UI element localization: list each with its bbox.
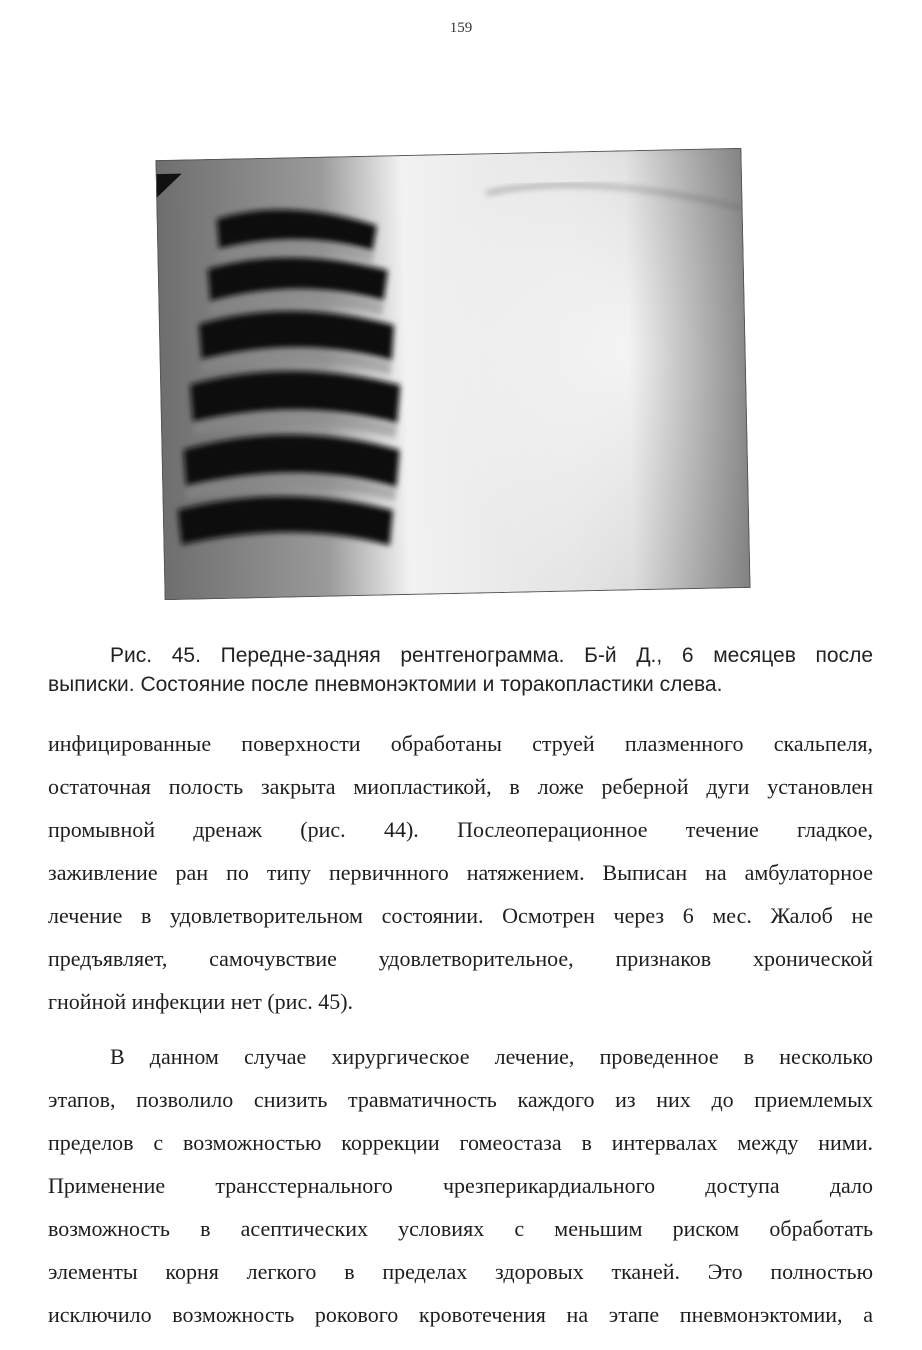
text-line: остаточная полость закрыта миопластикой, в ложе реберной дуги установлен — [48, 774, 873, 799]
text-line: В данном случае хирургическое лечение, проведенное в несколько — [110, 1044, 873, 1069]
xray-figure — [155, 148, 750, 600]
film-edge-shade — [155, 148, 750, 600]
text-line: предъявляет, самочувствие удовлетворительное, признаков хронической — [48, 946, 873, 971]
text-line: исключило возможность рокового кровотечения на этапе пневмонэктомии, а — [48, 1302, 873, 1327]
chest-xray-image — [155, 148, 750, 600]
text-line: лечение в удовлетворительном состоянии. Осмотрен через 6 мес. Жалоб не — [48, 903, 873, 928]
text-line: заживление ран по типу первичнного натяжением. Выписан на амбулаторное — [48, 860, 873, 885]
body-text — [48, 722, 873, 1336]
text-line: элементы корня легкого в пределах здоровых тканей. Это полностью — [48, 1259, 873, 1284]
text-line: инфицированные поверхности обработаны струей плазменного скальпеля, — [48, 731, 873, 756]
text-line: промывной дренаж (рис. 44). Послеоперационное течение гладкое, — [48, 817, 873, 842]
page-number: 159 — [449, 20, 473, 36]
figure-caption — [48, 641, 873, 699]
caption-line: Рис. 45. Передне-задняя рентгенограмма. Б-й Д., 6 месяцев после — [110, 644, 873, 667]
text-line: пределов с возможностью коррекции гомеостаза в интервалах между ними. — [48, 1130, 873, 1155]
text-line: этапов, позволило снизить травматичность каждого из них до приемлемых — [48, 1087, 873, 1112]
text-line: гнойной инфекции нет (рис. 45). — [48, 989, 354, 1014]
caption-line: выписки. Состояние после пневмонэктомии и торакопластики слева. — [48, 673, 723, 696]
text-line: Применение трансстернального чрезперикардиального доступа дало — [48, 1173, 873, 1198]
text-line: возможность в асептических условиях с меньшим риском обработать — [48, 1216, 873, 1241]
